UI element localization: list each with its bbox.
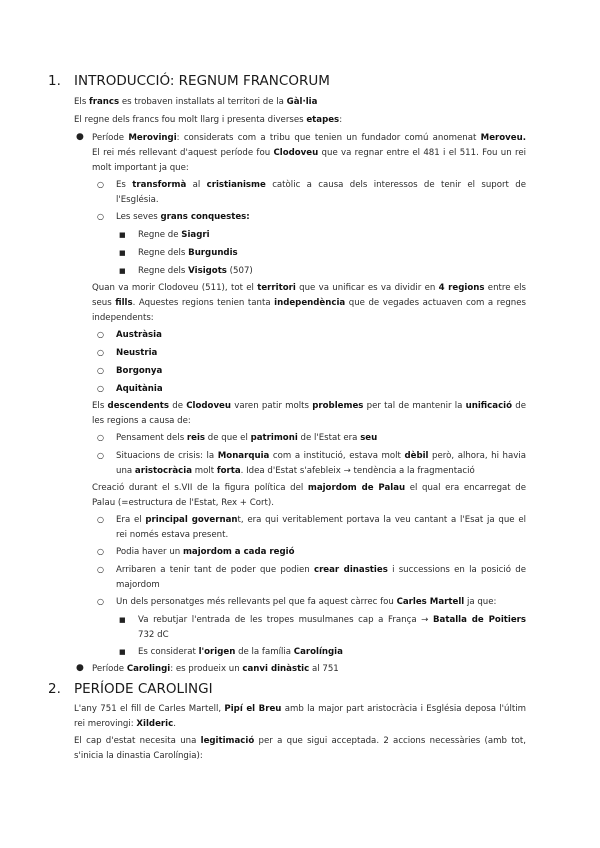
list-item: Era el principal governant, era qui veritablement portava la veu cantant a l'Esat ja que el: [116, 515, 526, 525]
bullet-circle-icon: ○: [97, 515, 104, 524]
list-item: Situacions de crisis: la Monarquia com a institució, estava molt dèbil però, alhora, hi havia: [116, 451, 526, 461]
bullet-circle-icon: ○: [97, 565, 104, 574]
paragraph-line: Palau (=estructura de l'Estat, Rex + Cort).: [92, 498, 274, 508]
list-item: Període Merovingi: considerats com a tribu que tenien un fundador comú anomenat Meroveu.: [92, 133, 526, 143]
list-item: Arribaren a tenir tant de poder que podien crear dinasties i successions en la posició de: [116, 565, 526, 575]
section-title: INTRODUCCIÓ: REGNUM FRANCORUM: [74, 73, 330, 89]
list-item: Podia haver un majordom a cada regió: [116, 547, 295, 557]
bullet-square-icon: ■: [119, 267, 126, 275]
section-number: 1.: [48, 73, 61, 89]
paragraph-line: independents:: [92, 313, 154, 323]
paragraph-line: les regions a causa de:: [92, 416, 191, 426]
bullet-circle-icon: ○: [97, 597, 104, 606]
list-item: Regne de Siagri: [138, 230, 210, 240]
bullet-square-icon: ■: [119, 616, 126, 624]
list-item: Les seves grans conquestes:: [116, 212, 250, 222]
paragraph: El regne dels francs fou molt llarg i presenta diverses etapes:: [74, 115, 343, 125]
list-item-line: una aristocràcia molt forta. Idea d'Estat s'afebleix → tendència a la fragmentació: [116, 466, 475, 476]
list-item-line: l'Església.: [116, 195, 159, 205]
paragraph: Creació durant el s.VII de la figura política del majordom de Palau el qual era encarregat de: [92, 483, 527, 493]
bullet-circle-icon: ○: [97, 433, 104, 442]
list-item: Neustria: [116, 348, 158, 358]
bullet-circle-icon: ○: [97, 451, 104, 460]
paragraph: Els francs es trobaven installats al territori de la Gàl·lia: [74, 97, 318, 107]
bullet-circle-icon: ○: [97, 212, 104, 221]
bullet-circle-icon: ○: [97, 366, 104, 375]
list-item: Va rebutjar l'entrada de les tropes musulmanes cap a França → Batalla de Poitiers: [138, 615, 526, 625]
section-title: PERÍODE CAROLINGI: [74, 681, 213, 697]
list-item-line: 732 dC: [138, 630, 169, 640]
paragraph-line: s'inicia la dinastia Carolíngia):: [74, 751, 203, 761]
bullet-circle-icon: ○: [97, 384, 104, 393]
list-item: Es considerat l'origen de la família Carolíngia: [138, 647, 343, 657]
list-item: Un dels personatges més rellevants pel que fa aquest càrrec fou Carles Martell ja que:: [116, 597, 497, 607]
list-item: Austràsia: [116, 330, 162, 340]
list-item: Borgonya: [116, 366, 163, 376]
paragraph: El cap d'estat necesita una legitimació per a que sigui acceptada. 2 accions necessàries (amb tot,: [74, 736, 526, 746]
list-item-line: molt important ja que:: [92, 163, 189, 173]
paragraph-line: seus fills. Aquestes regions tenien tanta independència que de vegades actuaven com a regnes: [92, 298, 526, 308]
list-item: Regne dels Burgundis: [138, 248, 238, 258]
list-item: Aquitània: [116, 384, 163, 394]
paragraph: Quan va morir Clodoveu (511), tot el territori que va unificar es va dividir en 4 regions entre els: [92, 283, 526, 293]
list-item: Es transformà al cristianisme catòlic a causa dels interessos de tenir el suport de: [116, 180, 526, 190]
list-item: Període Carolingi: es produeix un canvi dinàstic al 751: [92, 664, 339, 674]
bullet-circle-icon: ○: [97, 547, 104, 556]
bullet-circle-icon: ○: [97, 330, 104, 339]
list-item: Regne dels Visigots (507): [138, 266, 253, 276]
bullet-square-icon: ■: [119, 648, 126, 656]
paragraph: Els descendents de Clodoveu varen patir molts problemes per tal de mantenir la unificació de: [92, 401, 526, 411]
bullet-dot-icon: ●: [76, 663, 84, 673]
bullet-circle-icon: ○: [97, 348, 104, 357]
bullet-square-icon: ■: [119, 249, 126, 257]
list-item-line: rei només estava present.: [116, 530, 229, 540]
list-item-line: El rei més rellevant d'aquest període fou Clodoveu que va regnar entre el 481 i el 511. Fou un rei: [92, 148, 526, 158]
paragraph-line: rei merovingi: Xilderic.: [74, 719, 176, 729]
list-item-line: majordom: [116, 580, 160, 590]
bullet-square-icon: ■: [119, 231, 126, 239]
paragraph: L'any 751 el fill de Carles Martell, Pipí el Breu amb la major part aristocràcia i Església deposa l'últim: [74, 704, 526, 714]
list-item: Pensament dels reis de que el patrimoni de l'Estat era seu: [116, 433, 378, 443]
bullet-circle-icon: ○: [97, 180, 104, 189]
bullet-dot-icon: ●: [76, 132, 84, 142]
section-number: 2.: [48, 681, 61, 697]
